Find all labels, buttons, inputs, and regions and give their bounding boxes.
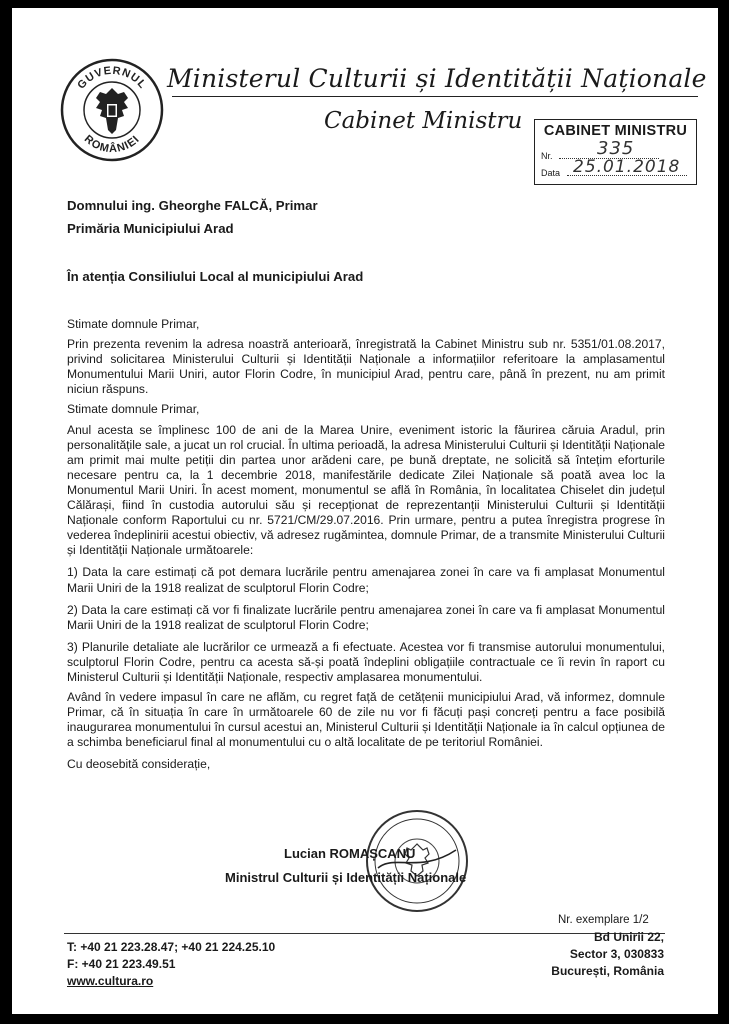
svg-text:GUVERNUL: GUVERNUL [75, 64, 149, 92]
letter-body [67, 317, 665, 773]
paragraph-3: Având în vedere impasul în care ne aflăm, cu regret față de cetățenii municipiului Arad, vă informez, domnule Primar, că în situația în care în următoarele 60 de zile nu vor fi făcuți pași concreți pentru a face posibilă inaugurarea monumentului în cursul acestui an, Ministerul Culturii și Identității Naționale ia în calcul opțiunea de a schimba beneficiarul final al monumentului cu o altă localitate de pe teritoriul României. [67, 690, 665, 750]
registry-date-value: 25.01.2018 [573, 157, 681, 177]
signatory-title: Ministrul Culturii și Identității Naționale [225, 870, 467, 885]
footer-address-line-2: Sector 3, 030833 [569, 947, 664, 961]
recipient-institution: Primăria Municipiului Arad [67, 221, 234, 236]
footer-rule [64, 933, 665, 934]
registry-date-label: Data [541, 168, 561, 178]
registry-nr-value: 335 [597, 138, 635, 159]
header-rule [172, 96, 698, 97]
list-item-2: 2) Data la care estimați că vor fi finalizate lucrările pentru amenajarea zonei în care va fi amplasat Monumentul Marii Uniri de la 1918 realizat de sculptorul Florin Codre; [67, 602, 665, 632]
list-item-1: 1) Data la care estimați că pot demara lucrările pentru amenajarea zonei în care va fi amplasat Monumentul Marii Uniri de la 1918 realizat de sculptorul Florin Codre; [67, 565, 665, 595]
registry-nr-label: Nr. [541, 151, 553, 161]
greeting-2: Stimate domnule Primar, [67, 402, 200, 417]
recipient-name: Domnului ing. Gheorghe FALCĂ, Primar [67, 198, 318, 213]
footer-address-line-1: Bd Unirii 22, [593, 930, 664, 944]
cabinet-title: Cabinet Ministru [324, 108, 523, 134]
registry-stamp-title: CABINET MINISTRU [543, 123, 688, 139]
paragraph-2: Anul acesta se împlinesc 100 de ani de la Marea Unire, eveniment istoric la făurirea căruia Aradul, prin personalitățile sale, a jucat un rol crucial. În ultima perioadă, la adresa Ministerului Culturii și Identității Naționale am primit mai multe petiții din partea unor arădeni care, pe bună dreptate, ne solicită să întețim eforturile necesare pentru ca, la 1 decembrie 2018, manifestările dedicate Zilei Naționale să poată avea loc la Monumentul Marii Uniri. În acest moment, monumentul se află în România, în localitatea Chiselet din județul Călărași, fiind în custodia autorului său și recepționat de reprezentanții Ministerului Culturii și Identității Naționale conform Raportului cu nr. 5721/CM/29.07.2016. Prin urmare, pentru a putea înregistra progrese în vederea îndeplinirii acestui obiectiv, vă adresez rugămintea, domnule Primar, de a transmite Ministerului Culturii și Identității Naționale următoarele: [67, 422, 665, 558]
attention-line: În atenția Consiliului Local al municipiului Arad [67, 269, 364, 284]
greeting-1: Stimate domnule Primar, [67, 317, 200, 331]
registry-stamp [534, 119, 697, 185]
svg-text:ROMÂNIEI: ROMÂNIEI [81, 133, 143, 156]
list-item-3: 3) Planurile detaliate ale lucrărilor ce urmează a fi efectuate. Acestea vor fi transmise autorului monumentului, sculptorul Florin Codre, pentru ca acesta să-și poată îndeplini obligațiile contractuale ce îi revin în raport cu Ministerul Culturii și Identității Naționale, respectiv amplasarea monumentului. [67, 639, 665, 684]
ministry-title: Ministerul Culturii și Identității Naționale [167, 64, 707, 93]
letter-page [12, 8, 718, 1014]
government-seal-icon [60, 58, 164, 162]
official-round-stamp-icon [364, 808, 470, 914]
footer-fax: F: +40 21 223.49.51 [67, 957, 176, 971]
paragraph-1: Prin prezenta revenim la adresa noastră anterioară, înregistrată la Cabinet Ministru sub nr. 5351/01.08.2017, privind solicitarea Ministerului Culturii și Identității Naționale a informațiilor referitoare la amplasamentul Monumentului Marii Uniri, autor Florin Codre, în municipiul Arad, pentru care, până în prezent, nu am primit niciun răspuns. [67, 337, 665, 397]
footer-address-line-3: București, România [551, 964, 664, 978]
closing-line: Cu deosebită considerație, [67, 757, 211, 772]
signatory-name: Lucian ROMAȘCANU [284, 846, 416, 861]
copies-count: Nr. exemplare 1/2 [558, 914, 649, 926]
footer-phone: T: +40 21 223.28.47; +40 21 224.25.10 [67, 940, 276, 954]
footer-website-link[interactable]: www.cultura.ro [67, 974, 154, 988]
